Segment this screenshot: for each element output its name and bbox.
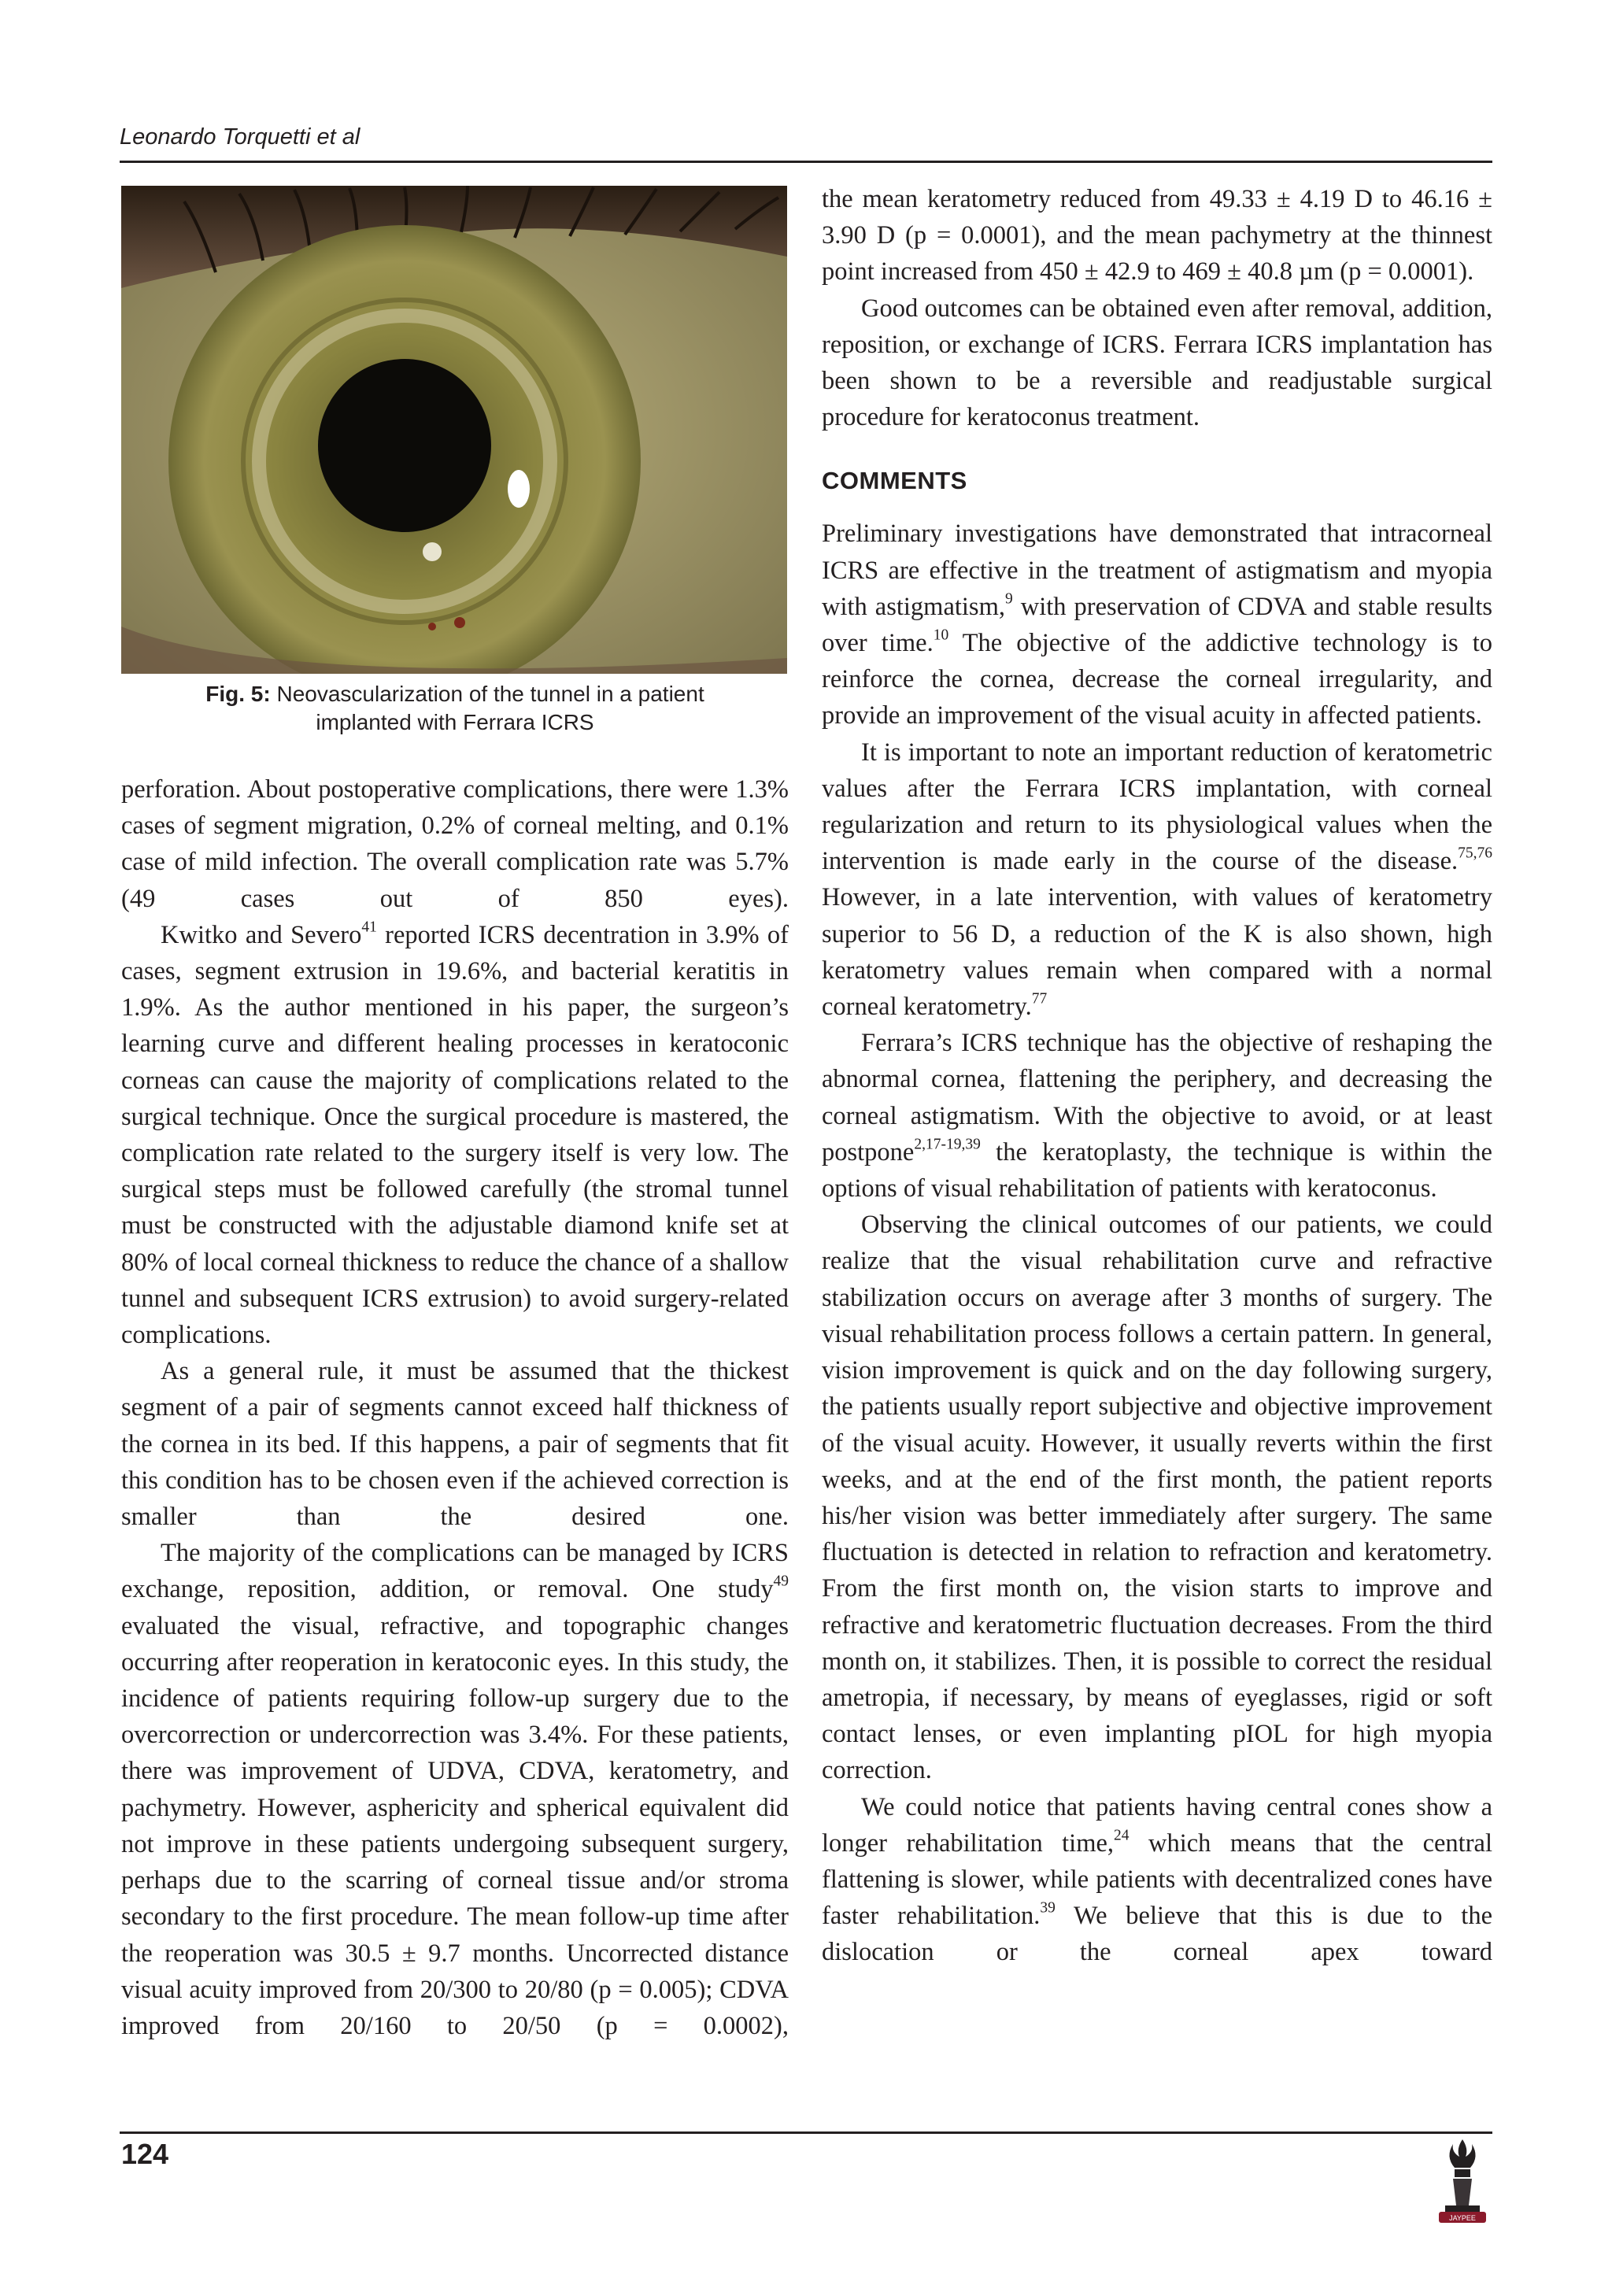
citation: 10 — [933, 627, 949, 644]
text-run: We believe that this is due to the dislocation or the corneal apex toward — [822, 1902, 1492, 1967]
running-header: Leonardo Torquetti et al — [120, 124, 360, 150]
eye-photo-illustration — [121, 186, 787, 674]
paragraph — [822, 734, 1492, 1026]
citation: 75,76 — [1458, 845, 1492, 862]
paragraph: perforation. About postoperative complications, there were 1.3% cases of segment migration, 0.2% of corneal melting, and 0.1% case of mild infection. The overall complication rate was 5.7% (49 cases out of 850 eyes). — [121, 775, 789, 913]
paragraph — [121, 917, 789, 1353]
paragraph: As a general rule, it must be assumed that the thickest segment of a pair of segments cannot exceed half thickness of the cornea in its bed. If this happens, a pair of segments that fit this condition has to be chosen even if the achieved correction is smaller than the desired one. — [121, 1357, 789, 1532]
paragraph — [822, 1789, 1492, 1971]
paragraph — [121, 1535, 789, 2044]
left-column — [121, 186, 789, 2044]
paragraph: Good outcomes can be obtained even after removal, addition, reposition, or exchange of ICRS. Ferrara ICRS implantation has been shown to be a reversible and readjustable surgical procedure for keratoconus treatment. — [822, 294, 1492, 432]
paragraph — [822, 516, 1492, 734]
citation: 39 — [1040, 1899, 1056, 1917]
text-run: The majority of the complications can be managed by ICRS exchange, reposition, addition, or removal. One study — [121, 1539, 789, 1604]
citation: 49 — [773, 1573, 789, 1590]
citation: 9 — [1005, 590, 1013, 608]
section-heading-comments: COMMENTS — [822, 467, 967, 495]
citation: 2,17-19,39 — [914, 1136, 981, 1153]
figure-eye-photo — [121, 186, 787, 674]
paragraph — [822, 1025, 1492, 1207]
citation: 41 — [361, 919, 377, 936]
text-run: Kwitko and Severo — [161, 920, 362, 949]
text-run: Preliminary investigations have demonstrated that intracorneal ICRS are effective in the treatment of astigmatism and myopia with astigmatism, — [822, 519, 1492, 621]
text-run: with preservation of CDVA and stable results over time. — [822, 592, 1493, 658]
svg-text:JAYPEE: JAYPEE — [1449, 2214, 1476, 2222]
text-run: the keratoplasty, the technique is within the options of visual rehabilitation of patients with keratoconus. — [822, 1137, 1492, 1203]
text-run: reported ICRS decentration in 3.9% of cases, segment extrusion in 19.6%, and bacterial keratitis in 1.9%. As the author mentioned in his paper, the surgeon’s learning curve and different healing processes in keratoconic corneas can cause the majority of complications related to the surgical technique. Once the surgical procedure is mastered, the complication rate related to the surgery itself is very low. The surgical steps must be followed carefully (the stromal tunnel must be constructed with the adjustable diamond knife set at 80% of local corneal thickness to reduce the chance of a shallow tunnel and subsequent ICRS extrusion) to avoid surgery-related complications. — [121, 920, 789, 1350]
text-run: which means that the central flattening is slower, while patients with decentralized cones have faster rehabilitation. — [822, 1828, 1492, 1931]
citation: 24 — [1114, 1827, 1130, 1844]
figure-label: Fig. 5: — [205, 682, 271, 706]
figure-caption — [121, 680, 789, 737]
text-run: evaluated the visual, refractive, and topographic changes occurring after reoperation in keratoconic eyes. In this study, the incidence of patients requiring follow-up surgery due to the overcorrection or undercorrection was 3.4%. For these patients, there was improvement of UDVA, CDVA, keratometry, and pachymetry. However, asphericity and spherical equivalent did not improve in these patients undergoing subsequent surgery, perhaps due to the scarring of corneal tissue and/or stroma secondary to the first procedure. The mean follow-up time after the reoperation was 30.5 ± 9.7 months. Uncorrected distance visual acuity improved from 20/300 to 20/80 (p = 0.005); CDVA improved from 20/160 to 20/50 (p = 0.0002), — [121, 1611, 789, 2040]
page-number: 124 — [121, 2138, 169, 2170]
text-run: We could notice that patients having central cones show a longer rehabilitation time, — [822, 1792, 1492, 1858]
paragraph: the mean keratometry reduced from 49.33 ± 4.19 D to 46.16 ± 3.90 D (p = 0.0001), and the mean pachymetry at the thinnest point increased from 450 ± 42.9 to 469 ± 40.8 µm (p = 0.0001). — [822, 185, 1492, 287]
footer-rule — [120, 2131, 1492, 2134]
text-run: Ferrara’s ICRS technique has the objective of reshaping the abnormal cornea, flattening the periphery, and decreasing the corneal astigmatism. With the objective to avoid, or at least postpone — [822, 1029, 1492, 1166]
citation: 77 — [1031, 990, 1048, 1008]
figure-caption-text: Neovascularization of the tunnel in a patient implanted with Ferrara ICRS — [276, 682, 704, 734]
right-column — [822, 181, 1492, 1971]
left-body-text — [121, 771, 789, 2044]
text-run: The objective of the addictive technology is to reinforce the cornea, decrease the corneal irregularity, and provide an improvement of the visual acuity in affected patients. — [822, 629, 1493, 730]
paragraph: Observing the clinical outcomes of our patients, we could realize that the visual rehabilitation curve and refractive stabilization occurs on average after 3 months of surgery. The visual rehabilitation process follows a certain pattern. In general, vision improvement is quick and on the day following surgery, the patients usually report subjective and objective improvement of the visual acuity. However, it usually reverts within the first weeks, and at the end of the first month, the patient reports his/her vision was better immediately after surgery. The same fluctuation is detected in relation to refraction and keratometry. From the first month on, the vision starts to improve and refractive and keratometric fluctuation decreases. From the third month on, it stabilizes. Then, it is possible to correct the residual ametropia, if necessary, by means of eyeglasses, rigid or soft contact lenses, or even implanting pIOL for high myopia correction. — [822, 1211, 1492, 1785]
header-rule — [120, 161, 1492, 163]
text-run: However, in a late intervention, with values of keratometry superior to 56 D, a reduction of the K is also shown, high keratometry values remain when compared with a normal corneal keratometry. — [822, 883, 1492, 1022]
publisher-logo — [1431, 2136, 1494, 2227]
text-run: It is important to note an important reduction of keratometric values after the Ferrara ICRS implantation, with corneal regularization and return to its physiological values when the intervention is made early in the course of the disease. — [822, 738, 1492, 876]
torch-icon — [1431, 2136, 1494, 2223]
